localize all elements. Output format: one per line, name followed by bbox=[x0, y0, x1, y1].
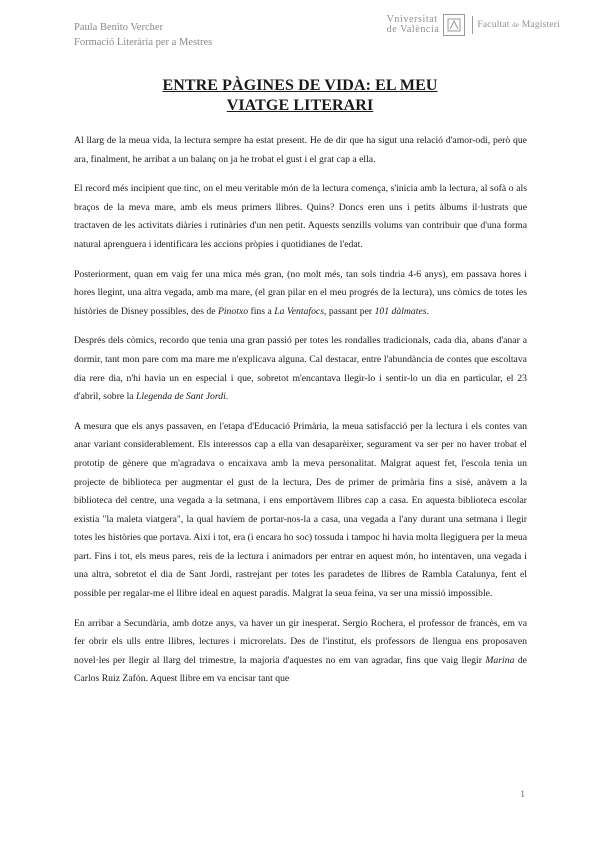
university-logo bbox=[387, 14, 560, 36]
author-name: Paula Benito Vercher bbox=[74, 22, 164, 33]
paragraph-4-text-b: . bbox=[225, 391, 229, 403]
paragraph-3-text-c: , passant per bbox=[323, 305, 375, 317]
book-title-llegenda: Llegenda de Sant Jordi bbox=[136, 391, 226, 403]
paragraph-3-text-d: . bbox=[426, 305, 429, 317]
page-number: 1 bbox=[520, 790, 525, 800]
paragraph-1: Al llarg de la meua vida, la lectura sempre ha estat present. He de dir que ha sigut una relació d'amor-odi, però que ara, finalment, he arribat a un balanç on ja he trobat el gust i el grat cap a ella. bbox=[74, 135, 527, 165]
university-line1: Vniversitat bbox=[386, 14, 438, 25]
paragraph-5: A mesura que els anys passaven, en l'etapa d'Educació Primària, la meua satisfacció per la lectura i els contes van anar variant considerablement. Els interessos cap a ella van desaparèixer, segurament va ser per no haver trobat el prototip de gènere que m'agradava o encaixava amb la meva personalitat. Malgrat aquest fet, l'escola tenia un projecte de biblioteca per augmentar el gust de la lectura, Des de primer de primària fins a sisè, anàvem a la biblioteca del centre, una vegada a la setmana, i ens emportàvem llibres cap a casa. En aquesta biblioteca escolar existia "la maleta viatgera", la qual havíem de portar-nos-la a casa, una vegada a l'any durant una setmana i llegir totes les històries que portava. Així i tot, era (i encara ho soc) tossuda i tampoc hi havia molta llegiguera per la meua part. Fins i tot, els meus pares, reis de la lectura i animadors per entrar en aquest món, ho intentaven, una vegada i una altra, sobretot el dia de Sant Jordi, rastrejant per totes les paradetes de llibres de Rambla Catalunya, fent el possible per regalar-me el llibre ideal en aquest paradís. Malgrat la seua feina, va ser una missió impossible. bbox=[74, 420, 527, 600]
faculty-de: de bbox=[512, 21, 520, 29]
university-line2: de València bbox=[386, 24, 440, 35]
book-title-marina: Marina bbox=[485, 654, 515, 666]
university-name bbox=[387, 15, 440, 35]
paragraph-4-text-a: Després dels còmics, recordo que tenia una gran passió per totes les rondalles tradicionals, cada dia, abans d'anar a dormir, tant mon pare com ma mare me n'explicava alguna. Cal destacar, entre l'abundància de contes que escoltava dia rere dia, n'hi havia un en especial i que, sobretot m'encantava llegir-lo i sentir-lo un dia en particular, el 23 d'abril, sobre la bbox=[74, 335, 527, 403]
course-name: Formació Literària per a Mestres bbox=[74, 37, 213, 48]
paragraph-6-text-a: En arribar a Secundària, amb dotze anys, va haver un gir inesperat. Sergio Rochera, el professor de francès, em va fer obrir els ulls entre llibres, lectures i microrelats. Des de l'institut, els professors de llengua ens proposaven novel·les per llegir al llarg del trimestre, la majoria d'aquestes no em van agradar, fins que vaig llegir bbox=[74, 617, 527, 666]
book-title-dalmates: 101 dàlmates bbox=[374, 305, 427, 317]
title-line1: ENTRE PÀGINES DE VIDA: EL MEU bbox=[162, 77, 438, 94]
book-title-pinotxo: Pinotxo bbox=[217, 305, 249, 317]
page-title bbox=[120, 76, 480, 116]
book-title-ventafocs: La Ventafocs bbox=[274, 305, 324, 317]
paragraph-3-text-a: Posteriorment, quan em vaig fer una mica més gran, (no molt més, tan sols tindria 4-6 anys), em passava hores i hores llegint, una altra vegada, amb ma mare, (el gran pilar en el meu progrés de la lectura), uns còmics de totes les històries de Disney possibles, des de bbox=[74, 268, 527, 317]
title-line2: VIATGE LITERARI bbox=[226, 97, 374, 114]
paragraph-4 bbox=[74, 332, 527, 406]
faculty-prefix: Facultat bbox=[477, 20, 510, 30]
document-body bbox=[74, 132, 527, 700]
faculty-label: Magisteri bbox=[521, 20, 560, 30]
paragraph-2: El record més incipient que tinc, on el meu veritable món de la lectura comença, s'inicia amb la lectura, al sofà o als braços de la meva mare, amb els meus primers llibres. Quins? Doncs eren uns i petits àlbums il·lustrats que tractaven de les activitats diàries i rutinàries d'un nen petit. Aquests senzills volums van contribuir que d'una forma natural aprenguera i identificara les accions pròpies i quotidianes de l'edat. bbox=[74, 183, 527, 250]
header-left bbox=[74, 20, 212, 50]
paragraph-3-text-b: fins a bbox=[248, 305, 275, 317]
logo-divider bbox=[472, 16, 473, 34]
paragraph-6 bbox=[74, 615, 527, 689]
paragraph-3 bbox=[74, 266, 527, 322]
university-seal-icon bbox=[443, 14, 465, 36]
paragraph-6-text-b: de Carlos Ruiz Zafón. Aquest llibre em va encisar tant que bbox=[74, 654, 527, 685]
faculty-name bbox=[477, 20, 560, 30]
